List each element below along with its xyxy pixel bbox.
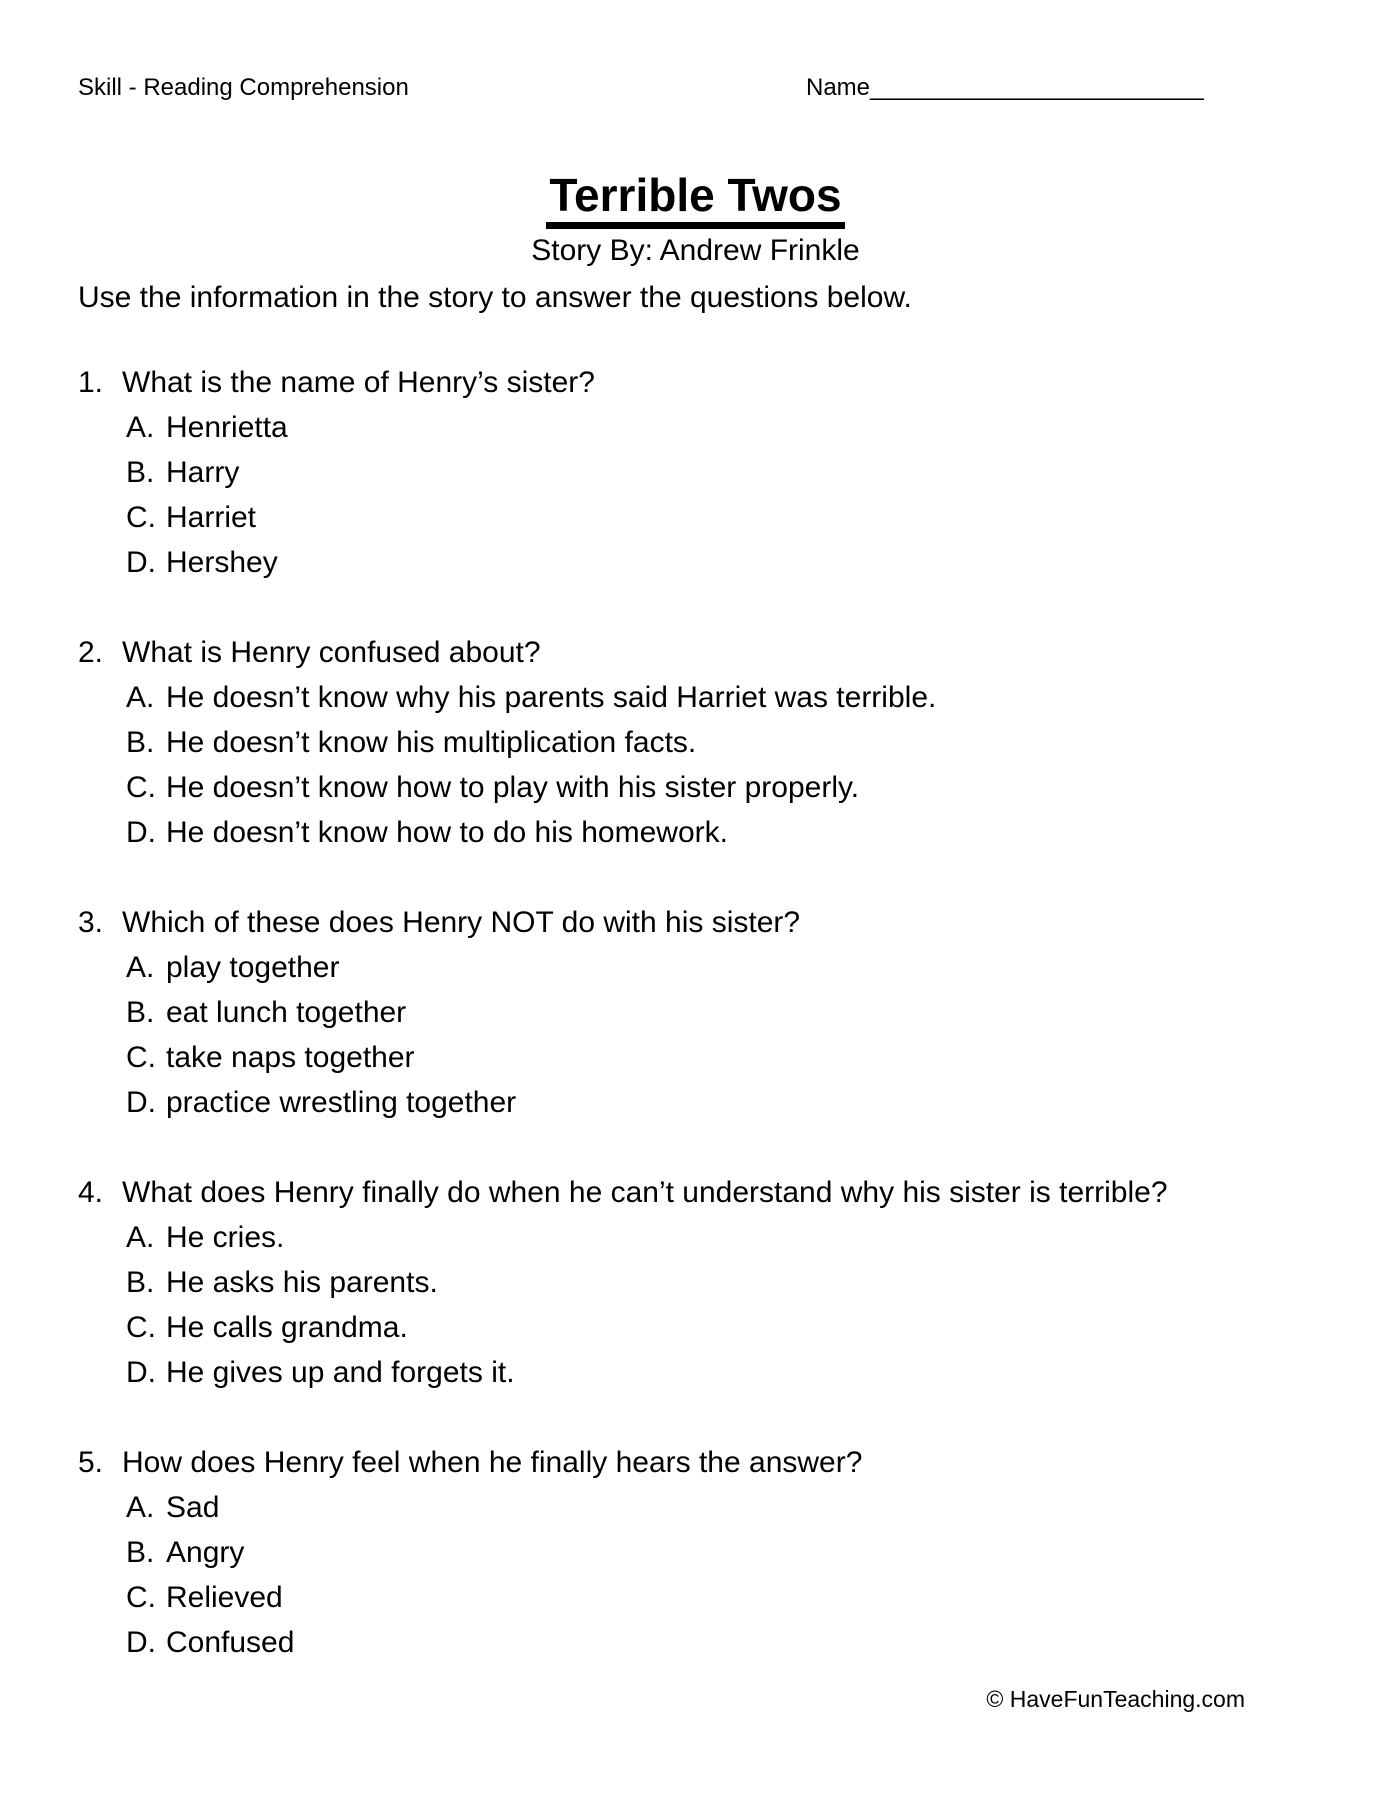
option-text: practice wrestling together xyxy=(166,1086,517,1119)
option-letter: B. xyxy=(126,1266,155,1299)
option-text: eat lunch together xyxy=(166,996,407,1029)
question-number: 5. xyxy=(78,1446,104,1479)
name-field xyxy=(806,74,1204,102)
question-number: 4. xyxy=(78,1176,104,1209)
option-row xyxy=(78,810,1168,855)
instruction-text: Use the information in the story to answer the questions below. xyxy=(78,281,912,314)
footer xyxy=(986,1686,1245,1713)
question-text: How does Henry feel when he finally hears the answer? xyxy=(122,1446,863,1479)
option-text: He gives up and forgets it. xyxy=(166,1356,515,1389)
option-row xyxy=(78,1080,1168,1125)
option-letter: B. xyxy=(126,996,155,1029)
option-row xyxy=(78,1575,1168,1620)
questions-list xyxy=(78,360,1168,1665)
option-row xyxy=(78,1620,1168,1665)
option-letter: C. xyxy=(126,1311,156,1344)
option-row xyxy=(78,540,1168,585)
question-block-1 xyxy=(78,360,1168,585)
question-block-4 xyxy=(78,1170,1168,1395)
option-row xyxy=(78,1215,1168,1260)
question-text: What is Henry confused about? xyxy=(122,636,541,669)
option-row xyxy=(78,1260,1168,1305)
option-text: Angry xyxy=(166,1536,245,1569)
question-block-2 xyxy=(78,630,1168,855)
option-letter: A. xyxy=(126,411,155,444)
question-line xyxy=(78,630,1168,675)
name-label: Name xyxy=(806,74,871,101)
question-block-3 xyxy=(78,900,1168,1125)
option-text: He calls grandma. xyxy=(166,1311,408,1344)
option-row xyxy=(78,990,1168,1035)
option-row xyxy=(78,765,1168,810)
option-row xyxy=(78,495,1168,540)
name-blank-line: _________________________ xyxy=(870,74,1204,101)
question-number: 2. xyxy=(78,636,104,669)
option-letter: D. xyxy=(126,1626,156,1659)
option-text: Hershey xyxy=(166,546,278,579)
option-letter: B. xyxy=(126,726,155,759)
question-line xyxy=(78,900,1168,945)
worksheet-title: Terrible Twos xyxy=(546,170,844,229)
question-line xyxy=(78,1440,1168,1485)
option-text: Confused xyxy=(166,1626,295,1659)
question-number: 3. xyxy=(78,906,104,939)
option-letter: A. xyxy=(126,1491,155,1524)
option-row xyxy=(78,1035,1168,1080)
option-text: He asks his parents. xyxy=(166,1266,438,1299)
question-text: What does Henry finally do when he can’t understand why his sister is terrible? xyxy=(122,1176,1168,1209)
option-letter: C. xyxy=(126,1041,156,1074)
option-text: Sad xyxy=(166,1491,220,1524)
question-line xyxy=(78,360,1168,405)
option-letter: C. xyxy=(126,1581,156,1614)
option-letter: D. xyxy=(126,1086,156,1119)
option-text: Relieved xyxy=(166,1581,283,1614)
option-row xyxy=(78,1530,1168,1575)
question-number: 1. xyxy=(78,366,104,399)
option-letter: A. xyxy=(126,1221,155,1254)
option-letter: C. xyxy=(126,501,156,534)
question-block-5 xyxy=(78,1440,1168,1665)
option-text: play together xyxy=(166,951,340,984)
title-block xyxy=(0,170,1391,229)
option-row xyxy=(78,1305,1168,1350)
option-letter: A. xyxy=(126,681,155,714)
question-text: What is the name of Henry’s sister? xyxy=(122,366,595,399)
option-row xyxy=(78,450,1168,495)
option-letter: C. xyxy=(126,771,156,804)
option-row xyxy=(78,720,1168,765)
option-letter: D. xyxy=(126,1356,156,1389)
question-line xyxy=(78,1170,1168,1215)
option-text: Henrietta xyxy=(166,411,288,444)
option-row xyxy=(78,1350,1168,1395)
option-letter: B. xyxy=(126,1536,155,1569)
option-text: He doesn’t know his multiplication facts. xyxy=(166,726,697,759)
option-text: He cries. xyxy=(166,1221,285,1254)
story-byline: Story By: Andrew Frinkle xyxy=(531,234,860,267)
option-text: Harriet xyxy=(166,501,257,534)
option-text: He doesn’t know how to do his homework. xyxy=(166,816,728,849)
question-text: Which of these does Henry NOT do with his sister? xyxy=(122,906,801,939)
option-letter: D. xyxy=(126,816,156,849)
option-letter: D. xyxy=(126,546,156,579)
option-text: Harry xyxy=(166,456,240,489)
option-text: He doesn’t know how to play with his sister properly. xyxy=(166,771,860,804)
option-row xyxy=(78,405,1168,450)
option-row xyxy=(78,945,1168,990)
option-letter: A. xyxy=(126,951,155,984)
option-row xyxy=(78,1485,1168,1530)
option-letter: B. xyxy=(126,456,155,489)
option-row xyxy=(78,675,1168,720)
option-text: take naps together xyxy=(166,1041,415,1074)
option-text: He doesn’t know why his parents said Harriet was terrible. xyxy=(166,681,937,714)
copyright-text: © HaveFunTeaching.com xyxy=(986,1686,1245,1712)
skill-label: Skill - Reading Comprehension xyxy=(78,74,409,101)
